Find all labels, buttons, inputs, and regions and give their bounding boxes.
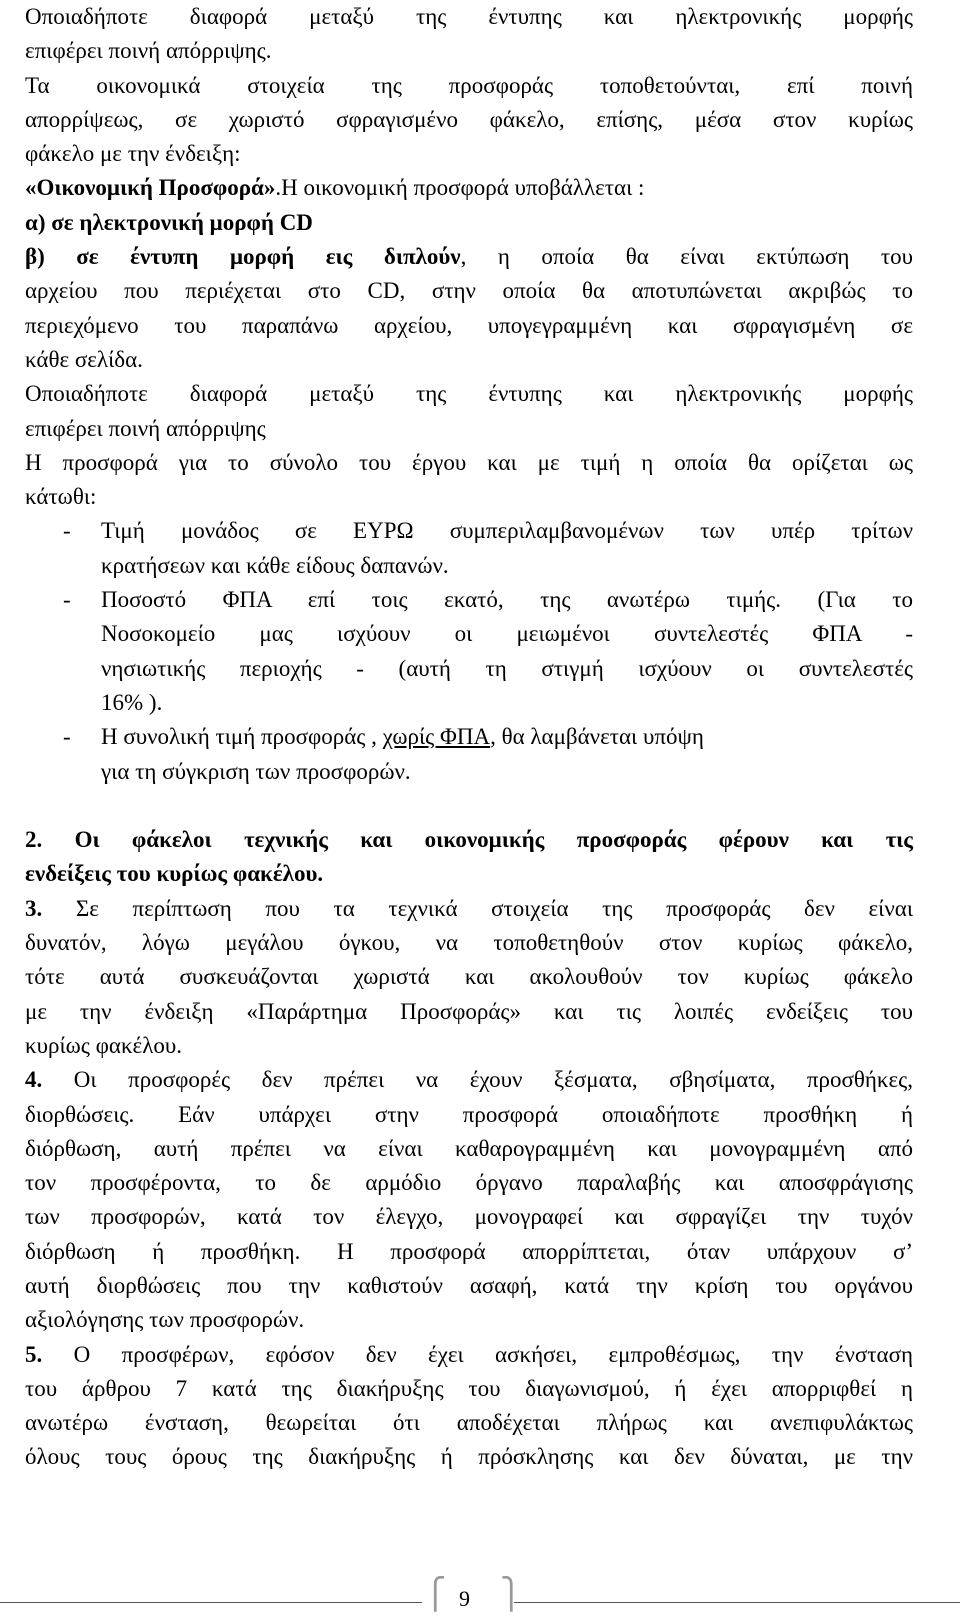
text-line	[25, 171, 913, 205]
item-4	[25, 1063, 913, 1097]
list-item-text: Ποσοστό ΦΠΑ επί τοις εκατό, της ανωτέρω τιμής. (Για το	[101, 587, 913, 613]
text-line-electronic: α) σε ηλεκτρονική μορφή CD	[25, 209, 313, 235]
text-line: Οποιαδήποτε διαφορά μεταξύ της έντυπης και ηλεκτρονικής μορφής	[25, 381, 913, 407]
dash-bullet: -	[63, 724, 71, 750]
list-item-text: Τιμή μονάδος σε ΕΥΡΩ συμπεριλαμβανομένων των υπέρ τρίτων	[101, 518, 913, 544]
item-text: Σε περίπτωση που τα τεχνικά στοιχεία της προσφοράς δεν είναι	[75, 895, 914, 921]
item-3	[25, 892, 913, 926]
text-line: τότε αυτά συσκευάζονται χωριστά και ακολουθούν τον κυρίως φάκελο	[25, 964, 913, 990]
text-line: διορθώσεις. Εάν υπάρχει στην προσφορά οποιαδήποτε προσθήκη ή	[25, 1101, 913, 1127]
text-line: διόρθωση ή προσθήκη. Η προσφορά απορρίπτεται, όταν υπάρχουν σ’	[25, 1238, 913, 1264]
list-item-cont: για τη σύγκριση των προσφορών.	[101, 758, 411, 784]
text-line: φάκελο με την ένδειξη:	[25, 141, 241, 167]
item-5	[25, 1338, 913, 1372]
text-line: με την ένδειξη «Παράρτημα Προσφοράς» και τις λοιπές ενδείξεις του	[25, 998, 913, 1024]
text-line: αξιολόγησης των προσφορών.	[25, 1307, 305, 1333]
printed-form-label: β) σε έντυπη μορφή εις διπλούν	[25, 244, 461, 270]
item-number: 5.	[25, 1341, 43, 1367]
document-body	[25, 0, 913, 1475]
text-line: επιφέρει ποινή απόρριψης	[25, 415, 266, 441]
item-number: 4.	[25, 1067, 43, 1093]
list-item-text: , θα λαμβάνεται υπόψη	[490, 724, 704, 750]
item-number: 2.	[25, 827, 43, 853]
list-item	[25, 514, 913, 548]
text-fragment: .Η οικονομική προσφορά υποβάλλεται :	[275, 175, 645, 201]
list-item	[25, 720, 913, 754]
footer-rule-right	[514, 1602, 960, 1603]
text-line: Τα οικονομικά στοιχεία της προσφοράς τοποθετούνται, επί ποινή	[25, 72, 913, 98]
economic-offer-heading: «Οικονομική Προσφορά»	[25, 175, 276, 201]
list-item-cont: κρατήσεων και κάθε είδους δαπανών.	[101, 552, 449, 578]
without-vat-underlined: χωρίς ΦΠΑ	[382, 724, 491, 750]
text-line: κάθε σελίδα.	[25, 346, 143, 372]
text-line: αυτή διορθώσεις που την καθιστούν ασαφή, κατά την κρίση του οργάνου	[25, 1272, 913, 1298]
text-line	[25, 240, 913, 274]
list-item	[25, 583, 913, 617]
list-item-cont: νησιωτικής περιοχής - (αυτή τη στιγμή ισχύουν οι συντελεστές	[101, 655, 913, 681]
right-bracket-ornament: ⎫	[500, 1577, 523, 1612]
text-line: όλους τους όρους της διακήρυξης ή πρόσκλησης και δεν δύναται, με την	[25, 1444, 913, 1470]
list-item-cont: Νοσοκομείο μας ισχύουν οι μειωμένοι συντελεστές ΦΠΑ -	[101, 621, 913, 647]
text-line: τον προσφέροντα, το δε αρμόδιο όργανο παραλαβής και αποσφράγισης	[25, 1170, 913, 1196]
text-line: αρχείου που περιέχεται στο CD, στην οποία θα αποτυπώνεται ακριβώς το	[25, 278, 913, 304]
text-line: διόρθωση, αυτή πρέπει να είναι καθαρογραμμένη και μονογραμμένη από	[25, 1135, 913, 1161]
item-number: 3.	[25, 895, 43, 921]
footer-rule-left	[0, 1602, 422, 1603]
text-line: κυρίως φακέλου.	[25, 1032, 183, 1058]
item-text: Οι φάκελοι τεχνικής και οικονομικής προσφοράς φέρουν και τις	[74, 827, 913, 853]
text-line: του άρθρου 7 κατά της διακήρυξης του διαγωνισμού, ή έχει απορριφθεί η	[25, 1375, 913, 1401]
dash-bullet: -	[63, 587, 71, 613]
text-line: Οποιαδήποτε διαφορά μεταξύ της έντυπης και ηλεκτρονικής μορφής	[25, 4, 913, 29]
text-line: ενδείξεις του κυρίως φακέλου.	[25, 861, 324, 887]
text-line: ανωτέρω ένσταση, θεωρείται ότι αποδέχεται πλήρως και ανεπιφυλάκτως	[25, 1410, 913, 1436]
text-line: δυνατόν, λόγω μεγάλου όγκου, να τοποθετηθούν στον κυρίως φάκελο,	[25, 930, 913, 956]
spacer	[25, 789, 913, 823]
text-line: περιεχόμενο του παραπάνω αρχείου, υπογεγραμμένη και σφραγισμένη σε	[25, 312, 913, 338]
text-fragment: , η οποία θα είναι εκτύπωση του	[460, 244, 913, 270]
page-number: 9	[459, 1586, 470, 1611]
text-line: κάτωθι:	[25, 484, 97, 510]
list-item-text: Η συνολική τιμή προσφοράς ,	[101, 724, 383, 750]
left-bracket-ornament: ⎧	[424, 1577, 447, 1612]
dash-bullet: -	[63, 518, 71, 544]
item-text: Οι προσφορές δεν πρέπει να έχουν ξέσματα, σβησίματα, προσθήκες,	[73, 1067, 913, 1093]
text-line: Η προσφορά για το σύνολο του έργου και με τιμή η οποία θα ορίζεται ως	[25, 449, 913, 475]
list-item-cont: 16% ).	[101, 689, 163, 715]
item-text: Ο προσφέρων, εφόσον δεν έχει ασκήσει, εμπροθέσμως, την ένσταση	[73, 1341, 913, 1367]
text-line: επιφέρει ποινή απόρριψης.	[25, 38, 272, 64]
item-2	[25, 823, 913, 857]
text-line: απορρίψεως, σε χωριστό σφραγισμένο φάκελο, επίσης, μέσα στον κυρίως	[25, 106, 913, 132]
text-line: των προσφορών, κατά τον έλεγχο, μονογραφεί και σφραγίζει την τυχόν	[25, 1204, 913, 1230]
